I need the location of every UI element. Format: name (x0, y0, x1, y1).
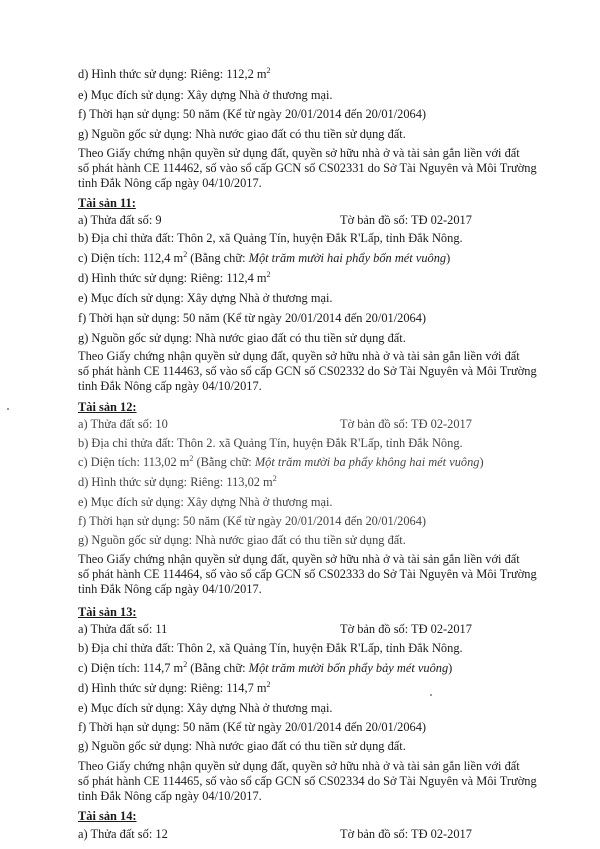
asset-11-purpose: e) Mục đích sử dụng: Xây dựng Nhà ở thương mại. (78, 291, 333, 305)
asset-14-parcel: a) Thửa đất số: 12 Tờ bản đồ số: TĐ 02-2017 (78, 827, 472, 841)
asset-11-area: c) Diện tích: 112,4 $m^2$ (Bằng chữ: Một trăm mười hai phẩy bốn mét vuông) (78, 249, 451, 265)
asset-10-usage-form: d) Hình thức sử dụng: Riêng: 112,2 $m^2$ (78, 65, 271, 81)
asset-13-origin: g) Nguồn gốc sử dụng: Nhà nước giao đất có thu tiền sử dụng đất. (78, 739, 406, 753)
scan-speck (430, 694, 432, 696)
asset-11-map-sheet: Tờ bản đồ số: TĐ 02-2017 (340, 213, 472, 227)
asset-14-map-sheet: Tờ bản đồ số: TĐ 02-2017 (340, 827, 472, 841)
asset-11-parcel: a) Thửa đất số: 9 Tờ bản đồ số: TĐ 02-2017 (78, 213, 472, 227)
asset-12-usage-form: d) Hình thức sử dụng: Riêng: 113,02 $m^2$ (78, 473, 277, 489)
asset-10-purpose: e) Mục đích sử dụng: Xây dựng Nhà ở thương mại. (78, 88, 333, 102)
asset-12-address: b) Địa chỉ thửa đất: Thôn 2. xã Quảng Tín, huyện Đắk R'Lấp, tỉnh Đắk Nông. (78, 436, 463, 450)
asset-13-heading: Tài sản 13: (78, 605, 137, 619)
asset-11-cert-line-1: Theo Giấy chứng nhận quyền sử dụng đất, quyền sở hữu nhà ở và tài sản gắn liền với đất (78, 349, 520, 363)
asset-13-cert-line-1: Theo Giấy chứng nhận quyền sử dụng đất, quyền sở hữu nhà ở và tài sản gắn liền với đất (78, 759, 520, 773)
asset-13-map-sheet: Tờ bản đồ số: TĐ 02-2017 (340, 622, 472, 636)
scan-speck (7, 408, 9, 410)
asset-10-origin: g) Nguồn gốc sử dụng: Nhà nước giao đất có thu tiền sử dụng đất. (78, 127, 406, 141)
asset-13-cert-line-3: tỉnh Đắk Nông cấp ngày 04/10/2017. (78, 789, 262, 803)
asset-11-cert-line-3: tỉnh Đắk Nông cấp ngày 04/10/2017. (78, 379, 262, 393)
asset-13-usage-form: d) Hình thức sử dụng: Riêng: 114,7 $m^2$ (78, 679, 271, 695)
asset-11-cert-line-2: số phát hành CE 114463, số vào sổ cấp GCN số CS02332 do Sở Tài Nguyên và Môi Trường (78, 364, 537, 378)
asset-12-origin: g) Nguồn gốc sử dụng: Nhà nước giao đất có thu tiền sử dụng đất. (78, 533, 406, 547)
asset-13-cert-line-2: số phát hành CE 114465, số vào sổ cấp GCN số CS02334 do Sở Tài Nguyên và Môi Trường (78, 774, 537, 788)
asset-13-purpose: e) Mục đích sử dụng: Xây dựng Nhà ở thương mại. (78, 701, 333, 715)
asset-12-cert-line-3: tỉnh Đắk Nông cấp ngày 04/10/2017. (78, 582, 262, 596)
asset-11-term: f) Thời hạn sử dụng: 50 năm (Kể từ ngày 20/01/2014 đến 20/01/2064) (78, 311, 427, 325)
asset-12-cert-line-2: số phát hành CE 114464, số vào sổ cấp GCN số CS02333 do Sở Tài Nguyên và Môi Trường (78, 567, 537, 581)
asset-13-address: b) Địa chỉ thửa đất: Thôn 2, xã Quảng Tín, huyện Đắk R'Lấp, tỉnh Đắk Nông. (78, 641, 463, 655)
asset-12-map-sheet: Tờ bản đồ số: TĐ 02-2017 (340, 417, 472, 431)
asset-13-area: c) Diện tích: 114,7 $m^2$ (Bằng chữ: Một trăm mười bốn phẩy bảy mét vuông) (78, 659, 453, 675)
asset-12-area: c) Diện tích: 113,02 $m^2$ (Bằng chữ: Một trăm mười ba phẩy không hai mét vuông) (78, 453, 484, 469)
asset-13-term: f) Thời hạn sử dụng: 50 năm (Kể từ ngày 20/01/2014 đến 20/01/2064) (78, 720, 427, 734)
asset-11-usage-form: d) Hình thức sử dụng: Riêng: 112,4 $m^2$ (78, 269, 271, 285)
asset-10-cert-line-3: tỉnh Đắk Nông cấp ngày 04/10/2017. (78, 176, 262, 190)
asset-12-term: f) Thời hạn sử dụng: 50 năm (Kể từ ngày 20/01/2014 đến 20/01/2064) (78, 514, 427, 528)
asset-11-origin: g) Nguồn gốc sử dụng: Nhà nước giao đất có thu tiền sử dụng đất. (78, 331, 406, 345)
asset-10-term: f) Thời hạn sử dụng: 50 năm (Kể từ ngày 20/01/2014 đến 20/01/2064) (78, 107, 427, 121)
asset-13-parcel: a) Thửa đất số: 11 Tờ bản đồ số: TĐ 02-2017 (78, 622, 472, 636)
asset-11-heading: Tài sản 11: (78, 196, 136, 210)
asset-12-cert-line-1: Theo Giấy chứng nhận quyền sử dụng đất, quyền sở hữu nhà ở và tài sản gắn liền với đất (78, 552, 520, 566)
asset-12-parcel: a) Thửa đất số: 10 Tờ bản đồ số: TĐ 02-2017 (78, 417, 472, 431)
asset-12-purpose: e) Mục đích sử dụng: Xây dựng Nhà ở thương mại. (78, 495, 333, 509)
asset-11-address: b) Địa chỉ thửa đất: Thôn 2, xã Quảng Tín, huyện Đắk R'Lấp, tỉnh Đắk Nông. (78, 231, 463, 245)
asset-14-heading: Tài sản 14: (78, 809, 137, 823)
asset-10-cert-line-2: số phát hành CE 114462, số vào sổ cấp GCN số CS02331 do Sở Tài Nguyên và Môi Trường (78, 161, 537, 175)
asset-10-cert-line-1: Theo Giấy chứng nhận quyền sử dụng đất, quyền sở hữu nhà ở và tài sản gắn liền với đất (78, 146, 520, 160)
asset-12-heading: Tài sản 12: (78, 400, 137, 414)
